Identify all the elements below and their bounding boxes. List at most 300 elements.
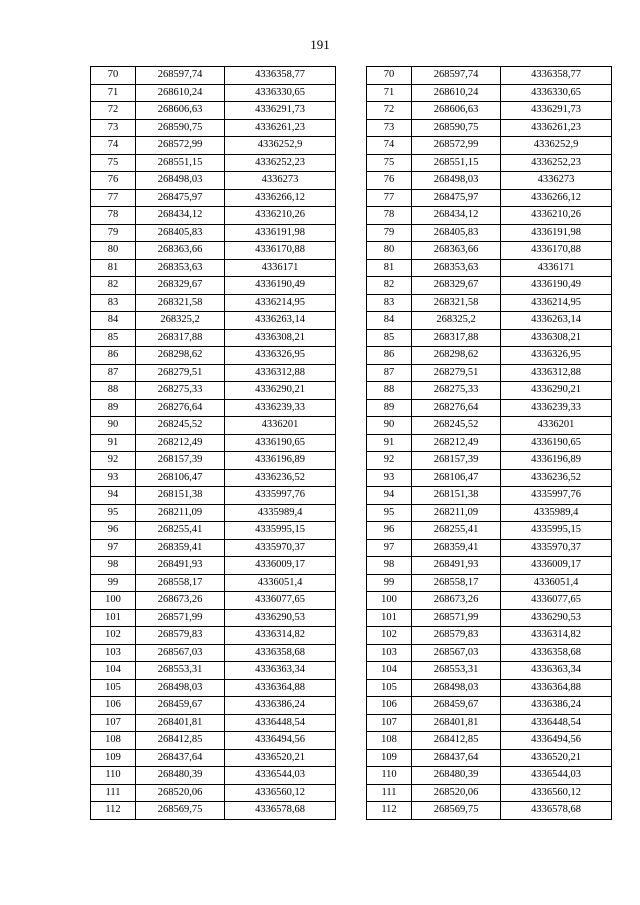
point-number-cell: 112	[91, 802, 136, 820]
y-coordinate-cell: 4336191,98	[501, 224, 612, 242]
x-coordinate-cell: 268498,03	[136, 172, 225, 190]
table-row	[367, 312, 612, 330]
point-number-cell: 111	[91, 784, 136, 802]
y-coordinate-cell: 4336236,52	[225, 469, 336, 487]
y-coordinate-cell: 4336560,12	[501, 784, 612, 802]
y-coordinate-cell: 4336358,77	[501, 67, 612, 85]
point-number-cell: 93	[91, 469, 136, 487]
table-row	[367, 364, 612, 382]
y-coordinate-cell: 4336448,54	[501, 714, 612, 732]
table-row	[91, 592, 336, 610]
point-number-cell: 110	[91, 767, 136, 785]
y-coordinate-cell: 4335989,4	[225, 504, 336, 522]
x-coordinate-cell: 268590,75	[412, 119, 501, 137]
table-row	[91, 154, 336, 172]
point-number-cell: 106	[367, 697, 412, 715]
point-number-cell: 85	[91, 329, 136, 347]
y-coordinate-cell: 4336263,14	[225, 312, 336, 330]
point-number-cell: 74	[367, 137, 412, 155]
point-number-cell: 102	[91, 627, 136, 645]
x-coordinate-cell: 268359,41	[412, 539, 501, 557]
table-row	[91, 329, 336, 347]
point-number-cell: 78	[91, 207, 136, 225]
point-number-cell: 94	[367, 487, 412, 505]
point-number-cell: 101	[91, 609, 136, 627]
point-number-cell: 112	[367, 802, 412, 820]
point-number-cell: 71	[367, 84, 412, 102]
x-coordinate-cell: 268434,12	[412, 207, 501, 225]
y-coordinate-cell: 4336009,17	[501, 557, 612, 575]
x-coordinate-cell: 268606,63	[412, 102, 501, 120]
x-coordinate-cell: 268553,31	[412, 662, 501, 680]
y-coordinate-cell: 4336312,88	[501, 364, 612, 382]
x-coordinate-cell: 268412,85	[136, 732, 225, 750]
table-row	[367, 679, 612, 697]
x-coordinate-cell: 268317,88	[136, 329, 225, 347]
point-number-cell: 108	[367, 732, 412, 750]
point-number-cell: 76	[91, 172, 136, 190]
point-number-cell: 88	[91, 382, 136, 400]
table-row	[91, 259, 336, 277]
point-number-cell: 81	[91, 259, 136, 277]
table-row	[91, 312, 336, 330]
table-row	[91, 662, 336, 680]
x-coordinate-cell: 268275,33	[136, 382, 225, 400]
table-row	[367, 417, 612, 435]
table-row	[91, 399, 336, 417]
point-number-cell: 82	[367, 277, 412, 295]
table-row	[91, 749, 336, 767]
coordinates-table-right	[366, 66, 612, 820]
point-number-cell: 92	[91, 452, 136, 470]
table-row	[91, 137, 336, 155]
coordinates-table-left	[90, 66, 336, 820]
x-coordinate-cell: 268498,03	[412, 679, 501, 697]
table-row	[91, 732, 336, 750]
table-row	[91, 802, 336, 820]
y-coordinate-cell: 4336196,89	[225, 452, 336, 470]
table-row	[367, 137, 612, 155]
table-row	[91, 84, 336, 102]
x-coordinate-cell: 268558,17	[136, 574, 225, 592]
table-row	[91, 469, 336, 487]
point-number-cell: 105	[367, 679, 412, 697]
y-coordinate-cell: 4335989,4	[501, 504, 612, 522]
table-row	[367, 347, 612, 365]
point-number-cell: 74	[91, 137, 136, 155]
y-coordinate-cell: 4336386,24	[225, 697, 336, 715]
y-coordinate-cell: 4335997,76	[501, 487, 612, 505]
point-number-cell: 108	[91, 732, 136, 750]
x-coordinate-cell: 268551,15	[136, 154, 225, 172]
x-coordinate-cell: 268363,66	[136, 242, 225, 260]
y-coordinate-cell: 4336544,03	[225, 767, 336, 785]
point-number-cell: 72	[91, 102, 136, 120]
table-row	[367, 294, 612, 312]
table-row	[91, 522, 336, 540]
x-coordinate-cell: 268558,17	[412, 574, 501, 592]
y-coordinate-cell: 4336308,21	[225, 329, 336, 347]
table-row	[367, 224, 612, 242]
point-number-cell: 95	[91, 504, 136, 522]
x-coordinate-cell: 268279,51	[136, 364, 225, 382]
y-coordinate-cell: 4336520,21	[501, 749, 612, 767]
x-coordinate-cell: 268610,24	[412, 84, 501, 102]
y-coordinate-cell: 4335995,15	[225, 522, 336, 540]
x-coordinate-cell: 268401,81	[136, 714, 225, 732]
x-coordinate-cell: 268597,74	[136, 67, 225, 85]
y-coordinate-cell: 4336252,23	[225, 154, 336, 172]
y-coordinate-cell: 4336560,12	[225, 784, 336, 802]
table-row	[91, 364, 336, 382]
point-number-cell: 93	[367, 469, 412, 487]
x-coordinate-cell: 268579,83	[412, 627, 501, 645]
y-coordinate-cell: 4336077,65	[225, 592, 336, 610]
x-coordinate-cell: 268321,58	[412, 294, 501, 312]
y-coordinate-cell: 4336312,88	[225, 364, 336, 382]
table-row	[367, 504, 612, 522]
x-coordinate-cell: 268491,93	[136, 557, 225, 575]
point-number-cell: 99	[367, 574, 412, 592]
table-row	[367, 714, 612, 732]
table-row	[91, 644, 336, 662]
y-coordinate-cell: 4336190,49	[225, 277, 336, 295]
table-row	[91, 434, 336, 452]
table-row	[91, 417, 336, 435]
x-coordinate-cell: 268329,67	[412, 277, 501, 295]
y-coordinate-cell: 4336190,49	[501, 277, 612, 295]
table-row	[367, 102, 612, 120]
x-coordinate-cell: 268211,09	[136, 504, 225, 522]
x-coordinate-cell: 268106,47	[412, 469, 501, 487]
table-row	[91, 242, 336, 260]
y-coordinate-cell: 4335970,37	[225, 539, 336, 557]
x-coordinate-cell: 268329,67	[136, 277, 225, 295]
x-coordinate-cell: 268569,75	[412, 802, 501, 820]
point-number-cell: 94	[91, 487, 136, 505]
x-coordinate-cell: 268325,2	[136, 312, 225, 330]
x-coordinate-cell: 268401,81	[412, 714, 501, 732]
point-number-cell: 77	[91, 189, 136, 207]
x-coordinate-cell: 268245,52	[412, 417, 501, 435]
table-row	[367, 84, 612, 102]
y-coordinate-cell: 4336330,65	[501, 84, 612, 102]
point-number-cell: 76	[367, 172, 412, 190]
table-row	[367, 644, 612, 662]
point-number-cell: 79	[91, 224, 136, 242]
point-number-cell: 77	[367, 189, 412, 207]
y-coordinate-cell: 4336190,65	[501, 434, 612, 452]
table-row	[367, 784, 612, 802]
table-row	[367, 452, 612, 470]
table-row	[91, 382, 336, 400]
point-number-cell: 83	[91, 294, 136, 312]
table-row	[91, 452, 336, 470]
y-coordinate-cell: 4336290,53	[501, 609, 612, 627]
table-row	[91, 207, 336, 225]
table-row	[91, 557, 336, 575]
x-coordinate-cell: 268151,38	[412, 487, 501, 505]
y-coordinate-cell: 4336051,4	[501, 574, 612, 592]
y-coordinate-cell: 4336077,65	[501, 592, 612, 610]
table-row	[367, 574, 612, 592]
y-coordinate-cell: 4336520,21	[225, 749, 336, 767]
y-coordinate-cell: 4336578,68	[501, 802, 612, 820]
x-coordinate-cell: 268212,49	[136, 434, 225, 452]
point-number-cell: 84	[91, 312, 136, 330]
x-coordinate-cell: 268211,09	[412, 504, 501, 522]
table-row	[367, 557, 612, 575]
point-number-cell: 98	[367, 557, 412, 575]
x-coordinate-cell: 268572,99	[136, 137, 225, 155]
y-coordinate-cell: 4336266,12	[501, 189, 612, 207]
x-coordinate-cell: 268475,97	[136, 189, 225, 207]
y-coordinate-cell: 4336358,68	[225, 644, 336, 662]
x-coordinate-cell: 268363,66	[412, 242, 501, 260]
table-row	[367, 469, 612, 487]
x-coordinate-cell: 268359,41	[136, 539, 225, 557]
point-number-cell: 85	[367, 329, 412, 347]
y-coordinate-cell: 4336358,77	[225, 67, 336, 85]
point-number-cell: 96	[91, 522, 136, 540]
point-number-cell: 75	[91, 154, 136, 172]
point-number-cell: 100	[367, 592, 412, 610]
point-number-cell: 88	[367, 382, 412, 400]
coordinates-table-left-body	[91, 67, 336, 820]
table-row	[91, 67, 336, 85]
x-coordinate-cell: 268212,49	[412, 434, 501, 452]
y-coordinate-cell: 4336261,23	[501, 119, 612, 137]
x-coordinate-cell: 268437,64	[412, 749, 501, 767]
table-row	[367, 487, 612, 505]
y-coordinate-cell: 4336210,26	[225, 207, 336, 225]
x-coordinate-cell: 268673,26	[136, 592, 225, 610]
table-row	[91, 697, 336, 715]
point-number-cell: 105	[91, 679, 136, 697]
table-row	[367, 172, 612, 190]
y-coordinate-cell: 4336544,03	[501, 767, 612, 785]
point-number-cell: 107	[91, 714, 136, 732]
y-coordinate-cell: 4335995,15	[501, 522, 612, 540]
table-row	[91, 609, 336, 627]
y-coordinate-cell: 4336290,53	[225, 609, 336, 627]
table-row	[91, 119, 336, 137]
x-coordinate-cell: 268151,38	[136, 487, 225, 505]
table-row	[367, 749, 612, 767]
table-row	[367, 329, 612, 347]
point-number-cell: 71	[91, 84, 136, 102]
point-number-cell: 80	[91, 242, 136, 260]
table-row	[91, 277, 336, 295]
y-coordinate-cell: 4336252,9	[225, 137, 336, 155]
y-coordinate-cell: 4336314,82	[501, 627, 612, 645]
x-coordinate-cell: 268157,39	[412, 452, 501, 470]
point-number-cell: 87	[367, 364, 412, 382]
point-number-cell: 86	[91, 347, 136, 365]
y-coordinate-cell: 4336239,33	[501, 399, 612, 417]
table-row	[91, 714, 336, 732]
y-coordinate-cell: 4336386,24	[501, 697, 612, 715]
y-coordinate-cell: 4336170,88	[501, 242, 612, 260]
y-coordinate-cell: 4336290,21	[225, 382, 336, 400]
table-row	[91, 539, 336, 557]
coordinates-table-right-body	[367, 67, 612, 820]
x-coordinate-cell: 268106,47	[136, 469, 225, 487]
y-coordinate-cell: 4336171	[225, 259, 336, 277]
point-number-cell: 81	[367, 259, 412, 277]
y-coordinate-cell: 4336171	[501, 259, 612, 277]
y-coordinate-cell: 4336252,9	[501, 137, 612, 155]
x-coordinate-cell: 268275,33	[412, 382, 501, 400]
y-coordinate-cell: 4336326,95	[501, 347, 612, 365]
table-row	[91, 767, 336, 785]
table-row	[91, 574, 336, 592]
x-coordinate-cell: 268353,63	[136, 259, 225, 277]
table-row	[367, 399, 612, 417]
x-coordinate-cell: 268321,58	[136, 294, 225, 312]
point-number-cell: 90	[367, 417, 412, 435]
x-coordinate-cell: 268459,67	[136, 697, 225, 715]
y-coordinate-cell: 4336190,65	[225, 434, 336, 452]
point-number-cell: 90	[91, 417, 136, 435]
table-row	[367, 189, 612, 207]
x-coordinate-cell: 268298,62	[412, 347, 501, 365]
y-coordinate-cell: 4336291,73	[225, 102, 336, 120]
table-row	[367, 522, 612, 540]
y-coordinate-cell: 4336009,17	[225, 557, 336, 575]
x-coordinate-cell: 268298,62	[136, 347, 225, 365]
point-number-cell: 70	[367, 67, 412, 85]
point-number-cell: 106	[91, 697, 136, 715]
y-coordinate-cell: 4336051,4	[225, 574, 336, 592]
point-number-cell: 89	[367, 399, 412, 417]
y-coordinate-cell: 4336201	[225, 417, 336, 435]
x-coordinate-cell: 268569,75	[136, 802, 225, 820]
y-coordinate-cell: 4336191,98	[225, 224, 336, 242]
x-coordinate-cell: 268597,74	[412, 67, 501, 85]
y-coordinate-cell: 4336330,65	[225, 84, 336, 102]
point-number-cell: 101	[367, 609, 412, 627]
table-row	[91, 224, 336, 242]
x-coordinate-cell: 268475,97	[412, 189, 501, 207]
y-coordinate-cell: 4336196,89	[501, 452, 612, 470]
x-coordinate-cell: 268498,03	[412, 172, 501, 190]
page-number: 191	[310, 37, 330, 52]
point-number-cell: 91	[367, 434, 412, 452]
table-row	[91, 679, 336, 697]
y-coordinate-cell: 4336326,95	[225, 347, 336, 365]
point-number-cell: 84	[367, 312, 412, 330]
table-row	[367, 732, 612, 750]
x-coordinate-cell: 268245,52	[136, 417, 225, 435]
y-coordinate-cell: 4336363,34	[501, 662, 612, 680]
y-coordinate-cell: 4336210,26	[501, 207, 612, 225]
table-row	[91, 294, 336, 312]
x-coordinate-cell: 268459,67	[412, 697, 501, 715]
table-row	[367, 697, 612, 715]
x-coordinate-cell: 268325,2	[412, 312, 501, 330]
point-number-cell: 109	[91, 749, 136, 767]
point-number-cell: 110	[367, 767, 412, 785]
x-coordinate-cell: 268610,24	[136, 84, 225, 102]
point-number-cell: 92	[367, 452, 412, 470]
point-number-cell: 79	[367, 224, 412, 242]
x-coordinate-cell: 268498,03	[136, 679, 225, 697]
y-coordinate-cell: 4336252,23	[501, 154, 612, 172]
point-number-cell: 70	[91, 67, 136, 85]
y-coordinate-cell: 4336291,73	[501, 102, 612, 120]
x-coordinate-cell: 268279,51	[412, 364, 501, 382]
point-number-cell: 87	[91, 364, 136, 382]
table-row	[91, 504, 336, 522]
x-coordinate-cell: 268590,75	[136, 119, 225, 137]
point-number-cell: 89	[91, 399, 136, 417]
x-coordinate-cell: 268480,39	[412, 767, 501, 785]
point-number-cell: 104	[91, 662, 136, 680]
point-number-cell: 73	[91, 119, 136, 137]
y-coordinate-cell: 4336266,12	[225, 189, 336, 207]
y-coordinate-cell: 4336214,95	[501, 294, 612, 312]
x-coordinate-cell: 268434,12	[136, 207, 225, 225]
point-number-cell: 97	[367, 539, 412, 557]
x-coordinate-cell: 268405,83	[136, 224, 225, 242]
x-coordinate-cell: 268520,06	[136, 784, 225, 802]
y-coordinate-cell: 4336578,68	[225, 802, 336, 820]
point-number-cell: 102	[367, 627, 412, 645]
table-row	[367, 592, 612, 610]
y-coordinate-cell: 4336364,88	[501, 679, 612, 697]
table-row	[367, 382, 612, 400]
y-coordinate-cell: 4336494,56	[501, 732, 612, 750]
table-row	[367, 662, 612, 680]
y-coordinate-cell: 4335970,37	[501, 539, 612, 557]
point-number-cell: 91	[91, 434, 136, 452]
y-coordinate-cell: 4336214,95	[225, 294, 336, 312]
table-row	[91, 487, 336, 505]
point-number-cell: 75	[367, 154, 412, 172]
x-coordinate-cell: 268551,15	[412, 154, 501, 172]
x-coordinate-cell: 268353,63	[412, 259, 501, 277]
table-row	[367, 277, 612, 295]
y-coordinate-cell: 4336358,68	[501, 644, 612, 662]
y-coordinate-cell: 4336494,56	[225, 732, 336, 750]
table-row	[367, 119, 612, 137]
point-number-cell: 103	[91, 644, 136, 662]
table-row	[367, 207, 612, 225]
table-row	[367, 539, 612, 557]
point-number-cell: 99	[91, 574, 136, 592]
point-number-cell: 98	[91, 557, 136, 575]
point-number-cell: 83	[367, 294, 412, 312]
table-row	[91, 172, 336, 190]
point-number-cell: 80	[367, 242, 412, 260]
point-number-cell: 97	[91, 539, 136, 557]
point-number-cell: 86	[367, 347, 412, 365]
table-row	[367, 259, 612, 277]
x-coordinate-cell: 268255,41	[136, 522, 225, 540]
y-coordinate-cell: 4336364,88	[225, 679, 336, 697]
table-row	[91, 784, 336, 802]
x-coordinate-cell: 268480,39	[136, 767, 225, 785]
y-coordinate-cell: 4336273	[225, 172, 336, 190]
y-coordinate-cell: 4336261,23	[225, 119, 336, 137]
point-number-cell: 72	[367, 102, 412, 120]
x-coordinate-cell: 268553,31	[136, 662, 225, 680]
table-row	[91, 102, 336, 120]
y-coordinate-cell: 4336170,88	[225, 242, 336, 260]
x-coordinate-cell: 268491,93	[412, 557, 501, 575]
x-coordinate-cell: 268255,41	[412, 522, 501, 540]
